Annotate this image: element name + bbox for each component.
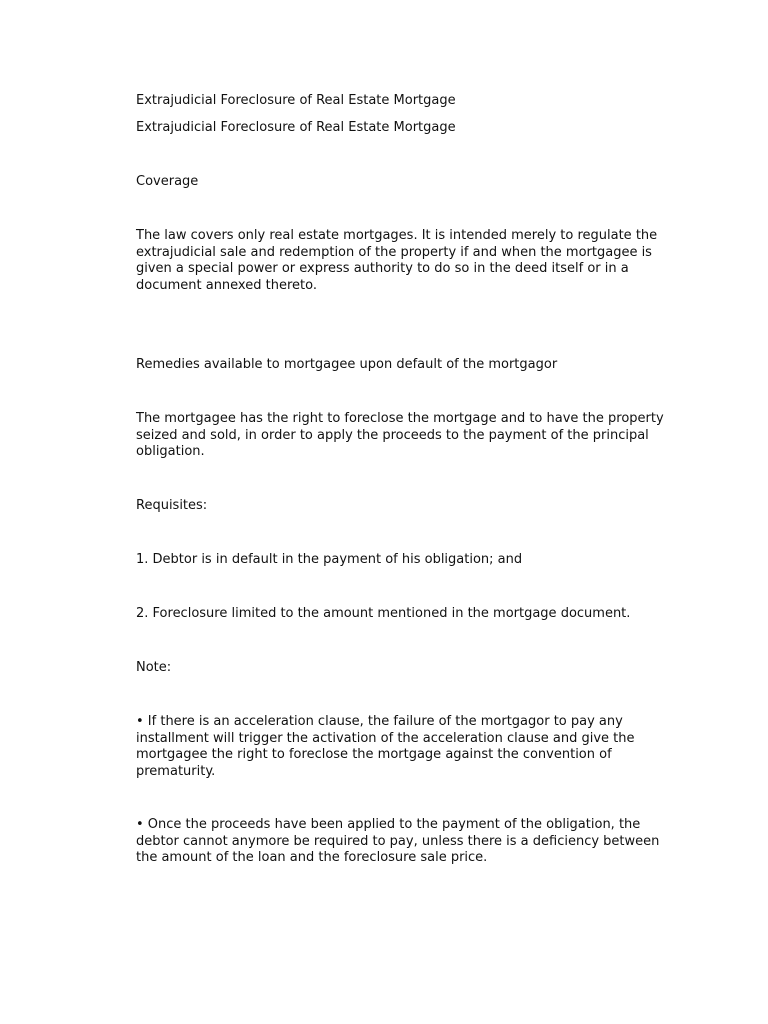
heading-remedies: Remedies available to mortgagee upon default of the mortgagor [136, 357, 558, 372]
requisite-item-2: 2. Foreclosure limited to the amount mentioned in the mortgage document. [136, 606, 631, 621]
heading-requisites: Requisites: [136, 498, 208, 513]
document-title-repeat: Extrajudicial Foreclosure of Real Estate Mortgage [136, 120, 456, 135]
requisite-item-1: 1. Debtor is in default in the payment of his obligation; and [136, 552, 523, 567]
heading-coverage: Coverage [136, 174, 199, 189]
paragraph-coverage: The law covers only real estate mortgages. It is intended merely to regulate the extrajudicial sale and redemption of the property if and when the mortgagee is given a special power or express authority to do so in the deed itself or in a document annexed thereto. [136, 228, 658, 293]
note-item-2: • Once the proceeds have been applied to the payment of the obligation, the debtor cannot anymore be required to pay, unless there is a deficiency between the amount of the loan and the foreclosure sale price. [136, 817, 660, 865]
document-title: Extrajudicial Foreclosure of Real Estate Mortgage [136, 93, 456, 108]
note-item-1: • If there is an acceleration clause, the failure of the mortgagor to pay any installment will trigger the activation of the acceleration clause and give the mortgagee the right to foreclose the mortgage against the convention of prematurity. [136, 714, 635, 779]
paragraph-remedies: The mortgagee has the right to foreclose the mortgage and to have the property seized and sold, in order to apply the proceeds to the payment of the principal obligation. [136, 411, 664, 459]
heading-note: Note: [136, 660, 172, 675]
